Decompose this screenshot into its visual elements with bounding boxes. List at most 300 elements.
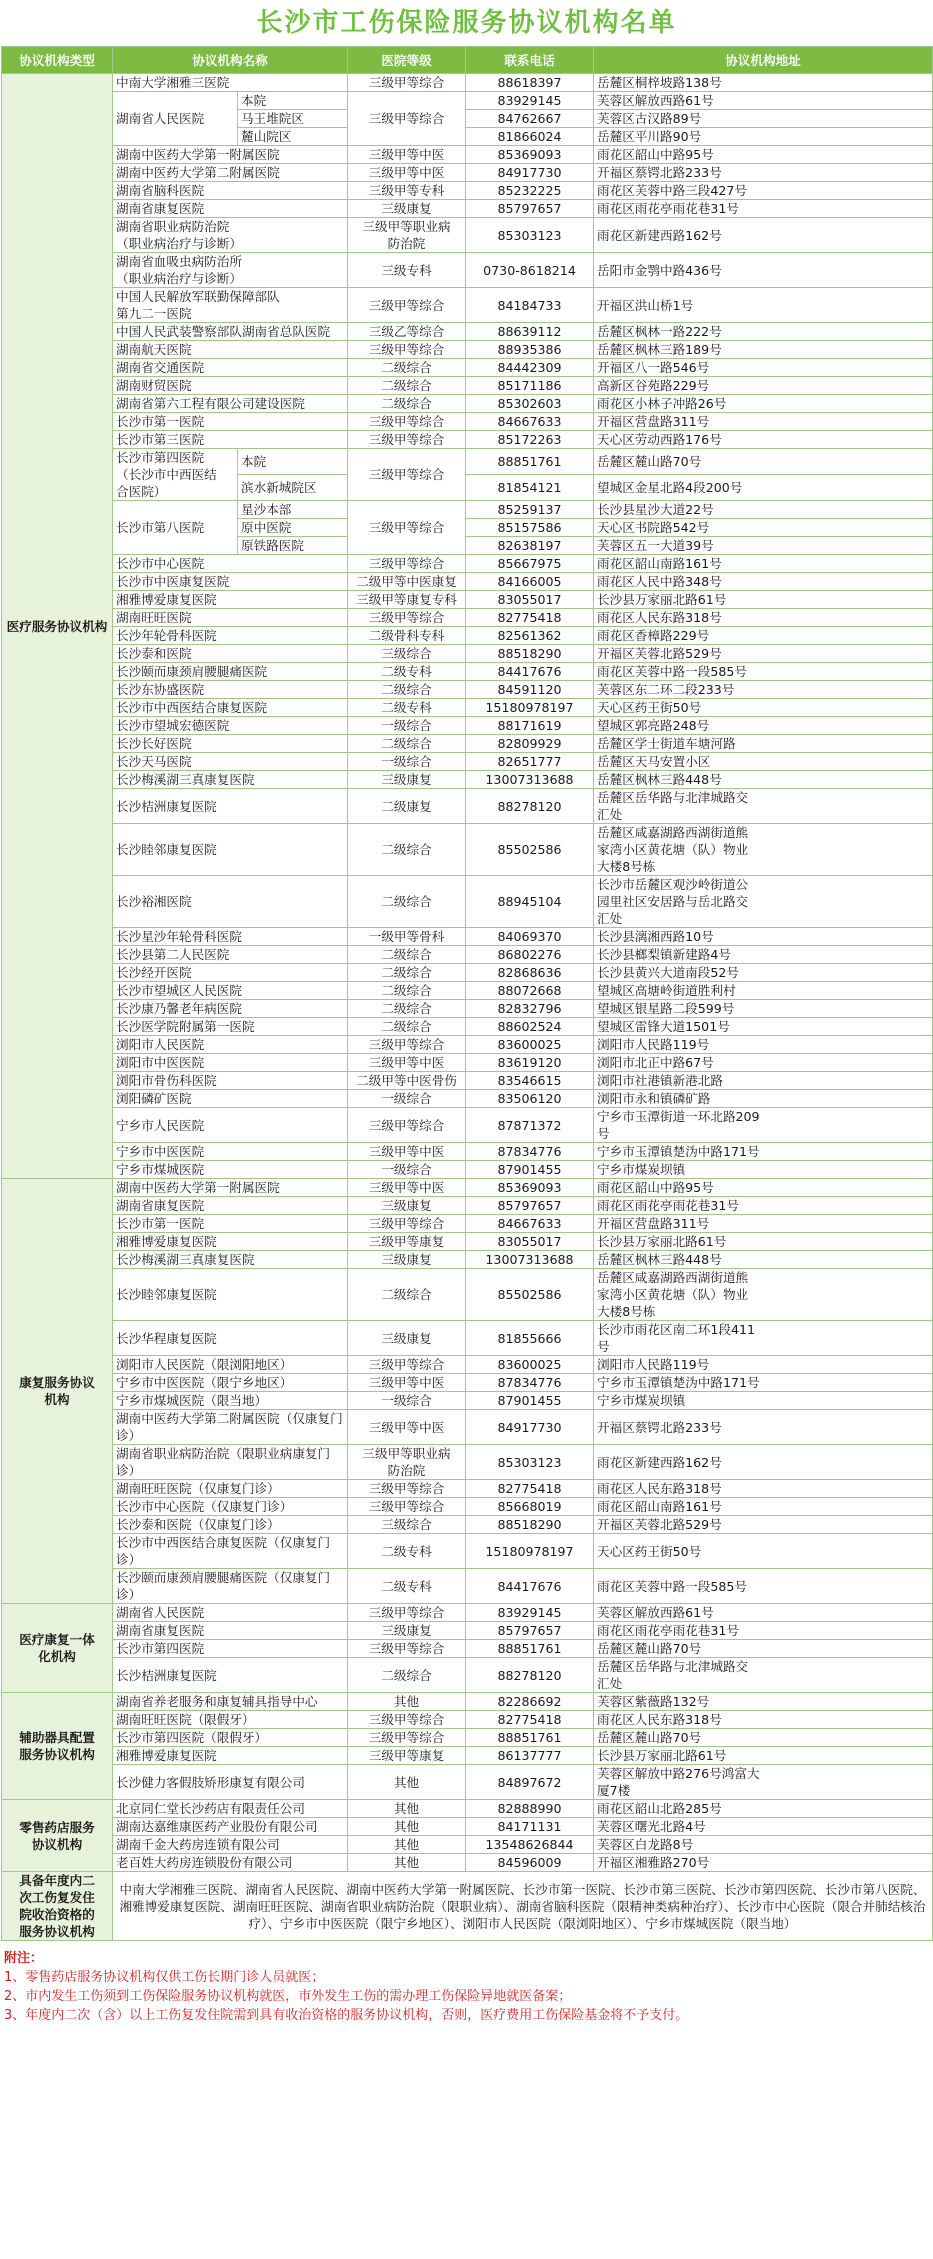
institution-address: 开福区芙蓉北路529号 bbox=[594, 1516, 933, 1534]
pharmacy-section-label: 零售药店服务 协议机构 bbox=[2, 1800, 113, 1872]
phone-number: 83600025 bbox=[466, 1356, 594, 1374]
institution-name: 中国人民武装警察部队湖南省总队医院 bbox=[113, 323, 348, 341]
table-row bbox=[2, 413, 933, 431]
institution-address: 望城区高塘岭街道胜利村 bbox=[594, 982, 933, 1000]
phone-number: 82775418 bbox=[466, 1480, 594, 1498]
table-row bbox=[2, 253, 933, 288]
table-row bbox=[2, 1711, 933, 1729]
institution-name: 浏阳市人民医院（限浏阳地区） bbox=[113, 1356, 348, 1374]
institution-name: 湘雅博爱康复医院 bbox=[113, 1233, 348, 1251]
institution-name: 长沙市第四医院 bbox=[113, 1640, 348, 1658]
phone-number: 87901455 bbox=[466, 1161, 594, 1179]
table-row bbox=[2, 218, 933, 253]
table-row bbox=[2, 1410, 933, 1445]
institution-address: 芙蓉区五一大道39号 bbox=[594, 537, 933, 555]
institution-address: 岳麓区天马安置小区 bbox=[594, 753, 933, 771]
footnote-head: 附注： bbox=[4, 1951, 44, 1966]
header-level: 医院等级 bbox=[348, 47, 466, 74]
phone-number: 88278120 bbox=[466, 1658, 594, 1693]
institution-address: 岳麓区平川路90号 bbox=[594, 128, 933, 146]
table-row bbox=[2, 1800, 933, 1818]
table-row bbox=[2, 717, 933, 735]
institution-address: 雨花区韶山中路95号 bbox=[594, 1179, 933, 1197]
hospital-level: 三级乙等综合 bbox=[348, 323, 466, 341]
table-row bbox=[2, 699, 933, 717]
institution-address: 芙蓉区紫薇路132号 bbox=[594, 1693, 933, 1711]
institution-name: 浏阳市人民医院 bbox=[113, 1036, 348, 1054]
institution-name: 长沙经开医院 bbox=[113, 964, 348, 982]
institution-address: 雨花区小林子冲路26号 bbox=[594, 395, 933, 413]
hospital-level: 二级综合 bbox=[348, 824, 466, 876]
institution-name: 宁乡市煤城医院 bbox=[113, 1161, 348, 1179]
institution-name: 长沙长好医院 bbox=[113, 735, 348, 753]
institution-name: 长沙颐而康颈肩腰腿痛医院（仅康复门诊） bbox=[113, 1569, 348, 1604]
phone-number: 88639112 bbox=[466, 323, 594, 341]
table-row bbox=[2, 753, 933, 771]
hospital-level: 二级综合 bbox=[348, 1018, 466, 1036]
institution-name: 湖南省养老服务和康复辅具指导中心 bbox=[113, 1693, 348, 1711]
institution-name: 湖南省人民医院 bbox=[113, 1604, 348, 1622]
phone-number: 82638197 bbox=[466, 537, 594, 555]
institution-address: 开福区营盘路311号 bbox=[594, 413, 933, 431]
hospital-level: 三级甲等综合 bbox=[348, 609, 466, 627]
institution-address: 岳麓区枫林一路222号 bbox=[594, 323, 933, 341]
hospital-level: 二级骨科专科 bbox=[348, 627, 466, 645]
phone-number: 82809929 bbox=[466, 735, 594, 753]
table-row bbox=[2, 1480, 933, 1498]
institution-name: 湖南中医药大学第二附属医院（仅康复门诊） bbox=[113, 1410, 348, 1445]
phone-number: 84442309 bbox=[466, 359, 594, 377]
institution-address: 开福区湘雅路270号 bbox=[594, 1854, 933, 1872]
institution-address: 天心区药王街50号 bbox=[594, 1534, 933, 1569]
phone-number: 85232225 bbox=[466, 182, 594, 200]
phone-number: 83600025 bbox=[466, 1036, 594, 1054]
header-phone: 联系电话 bbox=[466, 47, 594, 74]
phone-number: 83506120 bbox=[466, 1090, 594, 1108]
institution-address: 望城区银星路二段599号 bbox=[594, 1000, 933, 1018]
phone-number: 13007313688 bbox=[466, 771, 594, 789]
institution-name: 长沙梅溪湖三真康复医院 bbox=[113, 1251, 348, 1269]
institution-address: 雨花区新建西路162号 bbox=[594, 1445, 933, 1480]
hospital-level: 三级甲等综合 bbox=[348, 431, 466, 449]
hospital-level: 三级甲等专科 bbox=[348, 182, 466, 200]
table-row bbox=[2, 1765, 933, 1800]
hospital-level: 三级甲等中医 bbox=[348, 146, 466, 164]
hospital-level: 二级综合 bbox=[348, 1658, 466, 1693]
institution-address: 开福区营盘路311号 bbox=[594, 1215, 933, 1233]
table-header-row bbox=[2, 47, 933, 74]
table-row bbox=[2, 1818, 933, 1836]
header-address: 协议机构地址 bbox=[594, 47, 933, 74]
hospital-level: 一级综合 bbox=[348, 717, 466, 735]
institution-name: 长沙东协盛医院 bbox=[113, 681, 348, 699]
institution-address: 岳麓区麓山路70号 bbox=[594, 449, 933, 475]
institution-address: 雨花区香樟路229号 bbox=[594, 627, 933, 645]
hospital-level: 二级综合 bbox=[348, 377, 466, 395]
hospital-level: 一级综合 bbox=[348, 1392, 466, 1410]
hospital-level: 其他 bbox=[348, 1836, 466, 1854]
phone-number: 88072668 bbox=[466, 982, 594, 1000]
institution-name: 长沙天马医院 bbox=[113, 753, 348, 771]
institution-name: 长沙健力客假肢矫形康复有限公司 bbox=[113, 1765, 348, 1800]
hospital-level: 三级甲等中医 bbox=[348, 1179, 466, 1197]
phone-number: 85302603 bbox=[466, 395, 594, 413]
table-row bbox=[2, 1356, 933, 1374]
institution-name: 湖南省职业病防治院（限职业病康复门诊） bbox=[113, 1445, 348, 1480]
institution-address: 岳麓区咸嘉湖路西湖街道熊 家湾小区黄花塘（队）物业 大楼8号栋 bbox=[594, 1269, 933, 1321]
hospital-level: 三级甲等康复 bbox=[348, 1747, 466, 1765]
table-row bbox=[2, 1392, 933, 1410]
institution-address: 雨花区新建西路162号 bbox=[594, 218, 933, 253]
header-type: 协议机构类型 bbox=[2, 47, 113, 74]
institution-address: 开福区蔡锷北路233号 bbox=[594, 1410, 933, 1445]
phone-number: 83055017 bbox=[466, 1233, 594, 1251]
hospital-level: 二级综合 bbox=[348, 735, 466, 753]
phone-number: 84417676 bbox=[466, 1569, 594, 1604]
institution-address: 雨花区雨花亭雨花巷31号 bbox=[594, 1622, 933, 1640]
institution-address: 雨花区人民东路318号 bbox=[594, 609, 933, 627]
hospital-level: 二级综合 bbox=[348, 964, 466, 982]
institution-name: 长沙市中西医结合康复医院（仅康复门诊） bbox=[113, 1534, 348, 1569]
hospital-level: 二级甲等中医骨伤 bbox=[348, 1072, 466, 1090]
institution-address: 宁乡市煤炭坝镇 bbox=[594, 1161, 933, 1179]
table-row bbox=[2, 1374, 933, 1392]
phone-number: 87901455 bbox=[466, 1392, 594, 1410]
phone-number: 81855666 bbox=[466, 1321, 594, 1356]
institution-name: 湖南省康复医院 bbox=[113, 1622, 348, 1640]
institution-address: 雨花区芙蓉中路三段427号 bbox=[594, 182, 933, 200]
institution-name: 湖南省脑科医院 bbox=[113, 182, 348, 200]
hospital-level: 二级康复 bbox=[348, 789, 466, 824]
institution-name: 湖南中医药大学第二附属医院 bbox=[113, 164, 348, 182]
institution-address: 芙蓉区解放西路61号 bbox=[594, 92, 933, 110]
phone-number: 88851761 bbox=[466, 1729, 594, 1747]
phone-number: 83055017 bbox=[466, 591, 594, 609]
phone-number: 0730-8618214 bbox=[466, 253, 594, 288]
phone-number: 85797657 bbox=[466, 1622, 594, 1640]
institution-name: 湖南省康复医院 bbox=[113, 200, 348, 218]
phone-number: 84166005 bbox=[466, 573, 594, 591]
phone-number: 84762667 bbox=[466, 110, 594, 128]
table-row bbox=[2, 876, 933, 928]
phone-number: 85369093 bbox=[466, 1179, 594, 1197]
hospital-level: 三级甲等康复专科 bbox=[348, 591, 466, 609]
table-row bbox=[2, 555, 933, 573]
table-row bbox=[2, 431, 933, 449]
phone-number: 84667633 bbox=[466, 1215, 594, 1233]
phone-number: 84591120 bbox=[466, 681, 594, 699]
phone-number: 85171186 bbox=[466, 377, 594, 395]
hospital-level: 三级甲等综合 bbox=[348, 288, 466, 323]
table-row bbox=[2, 1054, 933, 1072]
phone-number: 84596009 bbox=[466, 1854, 594, 1872]
hospital-level: 三级甲等康复 bbox=[348, 1233, 466, 1251]
table-row bbox=[2, 1072, 933, 1090]
annual-institution-list: 中南大学湘雅三医院、湖南省人民医院、湖南中医药大学第一附属医院、长沙市第一医院、长沙市第三医院、长沙市第四医院、长沙市第八医院、湘雅博爱康复医院、湖南旺旺医院、湖南省职业病防治院（限职业病）、湖南省脑科医院（限精神类病种治疗）、长沙市中心医院（限合并肺结核治疗）、宁乡市中医医院（限宁乡地区）、浏阳市人民医院（限浏阳地区）、宁乡市煤城医院（限当地） bbox=[113, 1872, 933, 1941]
hospital-level: 三级甲等综合 bbox=[348, 1108, 466, 1143]
institution-name: 长沙市望城宏德医院 bbox=[113, 717, 348, 735]
institution-name: 长沙星沙年轮骨科医院 bbox=[113, 928, 348, 946]
institution-address: 长沙市雨花区南二环1段411 号 bbox=[594, 1321, 933, 1356]
institution-name: 中南大学湘雅三医院 bbox=[113, 74, 348, 92]
phone-number: 88618397 bbox=[466, 74, 594, 92]
table-row bbox=[2, 359, 933, 377]
phone-number: 85303123 bbox=[466, 1445, 594, 1480]
institution-name: 宁乡市煤城医院（限当地） bbox=[113, 1392, 348, 1410]
annual-section-label: 具备年度内二 次工伤复发住 院收治资格的 服务协议机构 bbox=[2, 1872, 113, 1941]
institution-address: 芙蓉区白龙路8号 bbox=[594, 1836, 933, 1854]
hospital-level: 二级专科 bbox=[348, 1534, 466, 1569]
campus-name: 星沙本部 bbox=[238, 501, 348, 519]
hospital-level: 三级康复 bbox=[348, 1321, 466, 1356]
table-row bbox=[2, 1693, 933, 1711]
table-row bbox=[2, 771, 933, 789]
institution-name: 长沙市中西医结合康复医院 bbox=[113, 699, 348, 717]
institution-address: 岳麓区岳华路与北津城路交 汇处 bbox=[594, 1658, 933, 1693]
hospital-level: 三级甲等综合 bbox=[348, 1480, 466, 1498]
institution-name: 老百姓大药房连锁股份有限公司 bbox=[113, 1854, 348, 1872]
hospital-level: 二级综合 bbox=[348, 1269, 466, 1321]
phone-number: 88602524 bbox=[466, 1018, 594, 1036]
institution-address: 浏阳市北正中路67号 bbox=[594, 1054, 933, 1072]
institution-name: 浏阳市中医医院 bbox=[113, 1054, 348, 1072]
institution-name: 长沙桔洲康复医院 bbox=[113, 789, 348, 824]
institution-address: 长沙县万家丽北路61号 bbox=[594, 591, 933, 609]
institution-name: 浏阳市骨伤科医院 bbox=[113, 1072, 348, 1090]
institution-name: 长沙市第三医院 bbox=[113, 431, 348, 449]
institution-address: 岳麓区岳华路与北津城路交 汇处 bbox=[594, 789, 933, 824]
phone-number: 88518290 bbox=[466, 1516, 594, 1534]
hospital-level: 二级综合 bbox=[348, 359, 466, 377]
hospital-level: 三级甲等综合 bbox=[348, 555, 466, 573]
institution-name: 长沙市中医康复医院 bbox=[113, 573, 348, 591]
hospital-level: 二级综合 bbox=[348, 982, 466, 1000]
institution-address: 高新区谷苑路229号 bbox=[594, 377, 933, 395]
phone-number: 83929145 bbox=[466, 1604, 594, 1622]
hospital-level: 三级甲等职业病 防治院 bbox=[348, 1445, 466, 1480]
institution-name: 湖南中医药大学第一附属医院 bbox=[113, 1179, 348, 1197]
phone-number: 87834776 bbox=[466, 1143, 594, 1161]
institution-address: 岳阳市金鹗中路436号 bbox=[594, 253, 933, 288]
phone-number: 84917730 bbox=[466, 1410, 594, 1445]
table-row bbox=[2, 789, 933, 824]
institution-address: 浏阳市人民路119号 bbox=[594, 1036, 933, 1054]
hospital-level: 二级专科 bbox=[348, 1569, 466, 1604]
institution-name: 湖南省交通医院 bbox=[113, 359, 348, 377]
hospital-level: 二级甲等中医康复 bbox=[348, 573, 466, 591]
phone-number: 84184733 bbox=[466, 288, 594, 323]
phone-number: 83546615 bbox=[466, 1072, 594, 1090]
institution-name: 长沙市中心医院 bbox=[113, 555, 348, 573]
institution-address: 雨花区韶山南路161号 bbox=[594, 1498, 933, 1516]
phone-number: 84897672 bbox=[466, 1765, 594, 1800]
institution-address: 开福区洪山桥1号 bbox=[594, 288, 933, 323]
institution-address: 岳麓区枫林三路189号 bbox=[594, 341, 933, 359]
table-row bbox=[2, 1747, 933, 1765]
phone-number: 82651777 bbox=[466, 753, 594, 771]
phone-number: 84069370 bbox=[466, 928, 594, 946]
phone-number: 88171619 bbox=[466, 717, 594, 735]
table-row bbox=[2, 1143, 933, 1161]
table-row bbox=[2, 1854, 933, 1872]
institution-address: 宁乡市玉潭镇楚沩中路171号 bbox=[594, 1374, 933, 1392]
institution-name: 北京同仁堂长沙药店有限责任公司 bbox=[113, 1800, 348, 1818]
institution-address: 岳麓区枫林三路448号 bbox=[594, 1251, 933, 1269]
table-row bbox=[2, 1000, 933, 1018]
table-row bbox=[2, 1108, 933, 1143]
institution-name: 长沙县第二人民医院 bbox=[113, 946, 348, 964]
hospital-level: 其他 bbox=[348, 1854, 466, 1872]
phone-number: 85369093 bbox=[466, 146, 594, 164]
table-row bbox=[2, 1269, 933, 1321]
table-row bbox=[2, 735, 933, 753]
table-row bbox=[2, 341, 933, 359]
institution-address: 天心区书院路542号 bbox=[594, 519, 933, 537]
hospital-level: 二级专科 bbox=[348, 663, 466, 681]
hospital-level: 三级甲等中医 bbox=[348, 1143, 466, 1161]
institution-address: 雨花区韶山北路285号 bbox=[594, 1800, 933, 1818]
table-row bbox=[2, 982, 933, 1000]
table-row bbox=[2, 609, 933, 627]
institution-address: 芙蓉区解放中路276号鸿富大 厦7楼 bbox=[594, 1765, 933, 1800]
table-row bbox=[2, 1640, 933, 1658]
phone-number: 13548626844 bbox=[466, 1836, 594, 1854]
phone-number: 85667975 bbox=[466, 555, 594, 573]
table-row bbox=[2, 323, 933, 341]
table-row bbox=[2, 1729, 933, 1747]
table-row bbox=[2, 501, 933, 519]
table-row bbox=[2, 146, 933, 164]
phone-number: 85303123 bbox=[466, 218, 594, 253]
institution-name: 湖南省血吸虫病防治所 （职业病治疗与诊断） bbox=[113, 253, 348, 288]
institution-name: 湘雅博爱康复医院 bbox=[113, 1747, 348, 1765]
table-row bbox=[2, 663, 933, 681]
hospital-level: 其他 bbox=[348, 1818, 466, 1836]
phone-number: 88935386 bbox=[466, 341, 594, 359]
table-row bbox=[2, 182, 933, 200]
institution-name: 长沙市第四医院 （长沙市中西医结 合医院） bbox=[113, 449, 238, 501]
campus-name: 麓山院区 bbox=[238, 128, 348, 146]
table-row bbox=[2, 946, 933, 964]
institution-name: 长沙颐而康颈肩腰腿痛医院 bbox=[113, 663, 348, 681]
table-row bbox=[2, 1036, 933, 1054]
institution-name: 长沙裕湘医院 bbox=[113, 876, 348, 928]
institution-address: 浏阳市永和镇磷矿路 bbox=[594, 1090, 933, 1108]
phone-number: 88945104 bbox=[466, 876, 594, 928]
table-row bbox=[2, 645, 933, 663]
institution-name: 宁乡市中医医院 bbox=[113, 1143, 348, 1161]
institution-address: 岳麓区麓山路70号 bbox=[594, 1729, 933, 1747]
hospital-level: 三级甲等综合 bbox=[348, 501, 466, 555]
hospital-level: 三级甲等综合 bbox=[348, 1729, 466, 1747]
campus-name: 原中医院 bbox=[238, 519, 348, 537]
hospital-level: 三级甲等综合 bbox=[348, 1215, 466, 1233]
institution-address: 雨花区人民东路318号 bbox=[594, 1480, 933, 1498]
institution-address: 雨花区雨花亭雨花巷31号 bbox=[594, 1197, 933, 1215]
institution-address: 雨花区芙蓉中路一段585号 bbox=[594, 663, 933, 681]
institution-address: 开福区芙蓉北路529号 bbox=[594, 645, 933, 663]
phone-number: 85797657 bbox=[466, 200, 594, 218]
phone-number: 88851761 bbox=[466, 449, 594, 475]
institution-address: 长沙县漓湘西路10号 bbox=[594, 928, 933, 946]
table-row bbox=[2, 573, 933, 591]
table-row bbox=[2, 1321, 933, 1356]
hospital-level: 三级综合 bbox=[348, 645, 466, 663]
footnotes bbox=[0, 1941, 933, 2025]
hospital-level: 三级专科 bbox=[348, 253, 466, 288]
footnote-item: 3、年度内二次（含）以上工伤复发住院需到具有收治资格的服务协议机构，否则，医疗费用工伤保险基金将不予支付。 bbox=[4, 2008, 689, 2023]
table-row bbox=[2, 377, 933, 395]
institution-name: 湖南旺旺医院（仅康复门诊） bbox=[113, 1480, 348, 1498]
table-row bbox=[2, 1534, 933, 1569]
phone-number: 85502586 bbox=[466, 1269, 594, 1321]
phone-number: 83619120 bbox=[466, 1054, 594, 1072]
hospital-level: 三级甲等中医 bbox=[348, 1054, 466, 1072]
institution-name: 湖南省康复医院 bbox=[113, 1197, 348, 1215]
institution-name: 长沙医学院附属第一医院 bbox=[113, 1018, 348, 1036]
phone-number: 84417676 bbox=[466, 663, 594, 681]
assistive-section-label: 辅助器具配置 服务协议机构 bbox=[2, 1693, 113, 1800]
hospital-level: 三级康复 bbox=[348, 1251, 466, 1269]
hospital-level: 三级甲等综合 bbox=[348, 1356, 466, 1374]
campus-name: 滨水新城院区 bbox=[238, 475, 348, 501]
hospital-level: 三级甲等综合 bbox=[348, 449, 466, 501]
hospital-level: 二级综合 bbox=[348, 681, 466, 699]
phone-number: 85157586 bbox=[466, 519, 594, 537]
hospital-level: 三级康复 bbox=[348, 1197, 466, 1215]
phone-number: 88278120 bbox=[466, 789, 594, 824]
table-row bbox=[2, 824, 933, 876]
institution-name: 长沙市第四医院（限假牙） bbox=[113, 1729, 348, 1747]
hospital-level: 三级甲等综合 bbox=[348, 341, 466, 359]
page-title: 长沙市工伤保险服务协议机构名单 bbox=[256, 8, 677, 38]
institution-address: 芙蓉区东二环二段233号 bbox=[594, 681, 933, 699]
institution-address: 长沙县星沙大道22号 bbox=[594, 501, 933, 519]
hospital-level: 三级甲等综合 bbox=[348, 1498, 466, 1516]
hospital-level: 其他 bbox=[348, 1765, 466, 1800]
institution-name: 湖南达嘉维康医药产业股份有限公司 bbox=[113, 1818, 348, 1836]
table-row bbox=[2, 449, 933, 475]
hospital-level: 一级综合 bbox=[348, 1090, 466, 1108]
institution-name: 湖南财贸医院 bbox=[113, 377, 348, 395]
institution-address: 雨花区雨花亭雨花巷31号 bbox=[594, 200, 933, 218]
hospital-level: 其他 bbox=[348, 1693, 466, 1711]
table-row bbox=[2, 200, 933, 218]
hospital-level: 三级康复 bbox=[348, 200, 466, 218]
table-row bbox=[2, 1018, 933, 1036]
table-row bbox=[2, 964, 933, 982]
institution-name: 长沙睦邻康复医院 bbox=[113, 824, 348, 876]
institution-name: 湖南旺旺医院 bbox=[113, 609, 348, 627]
table-row bbox=[2, 1215, 933, 1233]
institution-name: 湖南省职业病防治院 （职业病治疗与诊断） bbox=[113, 218, 348, 253]
table-row bbox=[2, 288, 933, 323]
hospital-level: 一级综合 bbox=[348, 753, 466, 771]
institution-address: 长沙县黄兴大道南段52号 bbox=[594, 964, 933, 982]
institution-name: 湖南千金大药房连锁有限公司 bbox=[113, 1836, 348, 1854]
hospital-level: 二级综合 bbox=[348, 876, 466, 928]
phone-number: 82888990 bbox=[466, 1800, 594, 1818]
institution-name: 长沙泰和医院 bbox=[113, 645, 348, 663]
institution-table bbox=[1, 46, 933, 1941]
institution-address: 芙蓉区古汉路89号 bbox=[594, 110, 933, 128]
phone-number: 15180978197 bbox=[466, 699, 594, 717]
institution-address: 长沙县万家丽北路61号 bbox=[594, 1233, 933, 1251]
table-row bbox=[2, 1233, 933, 1251]
campus-name: 本院 bbox=[238, 449, 348, 475]
phone-number: 86802276 bbox=[466, 946, 594, 964]
table-row bbox=[2, 928, 933, 946]
